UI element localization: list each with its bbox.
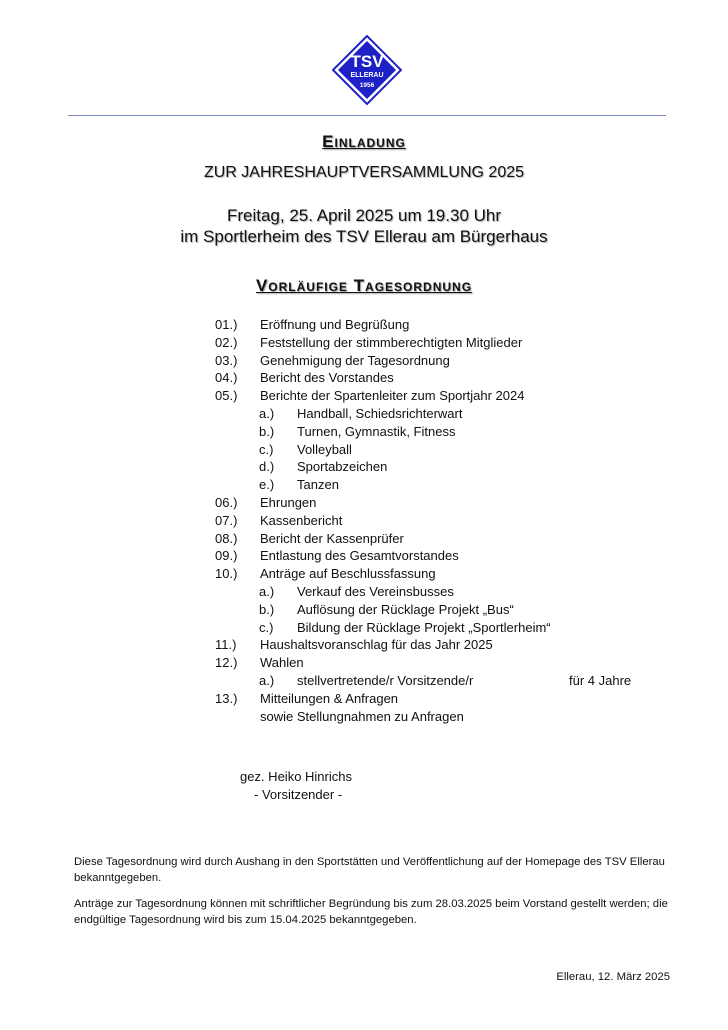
logo-text-ellerau: ELLERAU bbox=[350, 72, 384, 79]
signature-role: - Vorsitzender - bbox=[254, 786, 343, 802]
club-logo bbox=[332, 35, 402, 105]
document-subtitle: ZUR JAHRESHAUPTVERSAMMLUNG 2025 bbox=[203, 164, 525, 181]
footer-note-publication: Diese Tagesordnung wird durch Aushang in den Sportstätten und Veröffentlichung auf der Homepage des TSV Ellerau bekanntgegeben. bbox=[74, 856, 665, 884]
agenda-item-number: c.) bbox=[259, 441, 274, 457]
agenda-item-text: Berichte der Spartenleiter zum Sportjahr 2024 bbox=[260, 388, 525, 404]
agenda-item-number: d.) bbox=[259, 459, 275, 475]
meeting-location: im Sportlerheim des TSV Ellerau am Bürgerhaus bbox=[180, 227, 548, 246]
agenda-item-text: Ehrungen bbox=[260, 495, 317, 510]
agenda-item-number: c.) bbox=[259, 619, 274, 635]
agenda-item-text: Kassenbericht bbox=[260, 512, 343, 528]
agenda-item-number: 10.) bbox=[215, 566, 238, 582]
agenda-item-text: Verkauf des Vereinsbusses bbox=[297, 584, 454, 599]
agenda-item-text: Anträge auf Beschlussfassung bbox=[260, 566, 436, 582]
agenda-item-text: sowie Stellungnahmen zu Anfragen bbox=[260, 708, 464, 724]
agenda-item-text: Eröffnung und Begrüßung bbox=[260, 317, 410, 332]
agenda-item-number: 04.) bbox=[215, 370, 238, 386]
agenda-item-text: Auflösung der Rücklage Projekt „Bus“ bbox=[297, 601, 514, 617]
agenda-item-text: Turnen, Gymnastik, Fitness bbox=[297, 423, 456, 439]
agenda-item-number: a.) bbox=[259, 406, 275, 421]
document-title: Einladung bbox=[322, 132, 406, 151]
agenda-item-number: 03.) bbox=[215, 352, 238, 368]
agenda-item-number: 06.) bbox=[215, 495, 238, 510]
agenda-item-number: a.) bbox=[259, 584, 275, 599]
agenda-item-text: Entlastung des Gesamtvorstandes bbox=[260, 548, 459, 564]
agenda-item-number: b.) bbox=[259, 601, 275, 617]
agenda-item-text: Feststellung der stimmberechtigten Mitglieder bbox=[260, 334, 523, 350]
logo-text-tsv: TSV bbox=[350, 52, 384, 71]
agenda-item-term: für 4 Jahre bbox=[569, 673, 632, 688]
agenda-item-text: Genehmigung der Tagesordnung bbox=[260, 352, 450, 368]
agenda-item-text: Bericht der Kassenprüfer bbox=[260, 530, 404, 546]
agenda-item-text: stellvertretende/r Vorsitzende/r bbox=[297, 673, 474, 688]
signature-block bbox=[240, 768, 352, 803]
agenda-item-text: Mitteilungen & Anfragen bbox=[260, 690, 399, 706]
agenda-item-number: 07.) bbox=[215, 512, 238, 528]
agenda-item-text: Volleyball bbox=[297, 441, 352, 457]
footer-note-deadline: Anträge zur Tagesordnung können mit schriftlicher Begründung bis zum 28.03.2025 beim Vorstand gestellt werden; die endgültige Tagesordnung wird bis zum 15.04.2025 bekanntgegeben. bbox=[74, 898, 668, 926]
meeting-date: Freitag, 25. April 2025 um 19.30 Uhr bbox=[226, 206, 502, 225]
agenda-item-number: 01.) bbox=[215, 317, 238, 332]
agenda-item-number: 02.) bbox=[215, 334, 238, 350]
logo-text-year: 1956 bbox=[359, 82, 375, 89]
agenda-title: Vorläufige Tagesordnung bbox=[255, 276, 473, 295]
agenda-item-number: b.) bbox=[259, 423, 275, 439]
agenda-item-text: Bildung der Rücklage Projekt „Sportlerheim“ bbox=[297, 619, 551, 635]
agenda-item-number: e.) bbox=[259, 477, 275, 493]
agenda-item-text: Bericht des Vorstandes bbox=[260, 370, 394, 386]
agenda-item-number: a.) bbox=[259, 673, 275, 688]
place-and-date: Ellerau, 12. März 2025 bbox=[556, 971, 670, 983]
header-divider bbox=[68, 115, 666, 116]
agenda-item-number: 09.) bbox=[215, 548, 238, 564]
signature-name: gez. Heiko Hinrichs bbox=[240, 769, 352, 784]
agenda-item-number: 08.) bbox=[215, 530, 238, 546]
meeting-details bbox=[0, 205, 728, 247]
agenda-item-number: 12.) bbox=[215, 655, 238, 671]
agenda-item-text: Sportabzeichen bbox=[297, 459, 388, 475]
agenda-item-text: Haushaltsvoranschlag für das Jahr 2025 bbox=[260, 637, 493, 653]
agenda-item-text: Wahlen bbox=[260, 655, 304, 671]
agenda-item-number: 11.) bbox=[215, 637, 237, 653]
agenda-item-text: Tanzen bbox=[297, 477, 339, 493]
agenda-item-number: 05.) bbox=[215, 388, 238, 404]
agenda-item-text: Handball, Schiedsrichterwart bbox=[297, 406, 463, 421]
agenda-item-number: 13.) bbox=[215, 690, 238, 706]
